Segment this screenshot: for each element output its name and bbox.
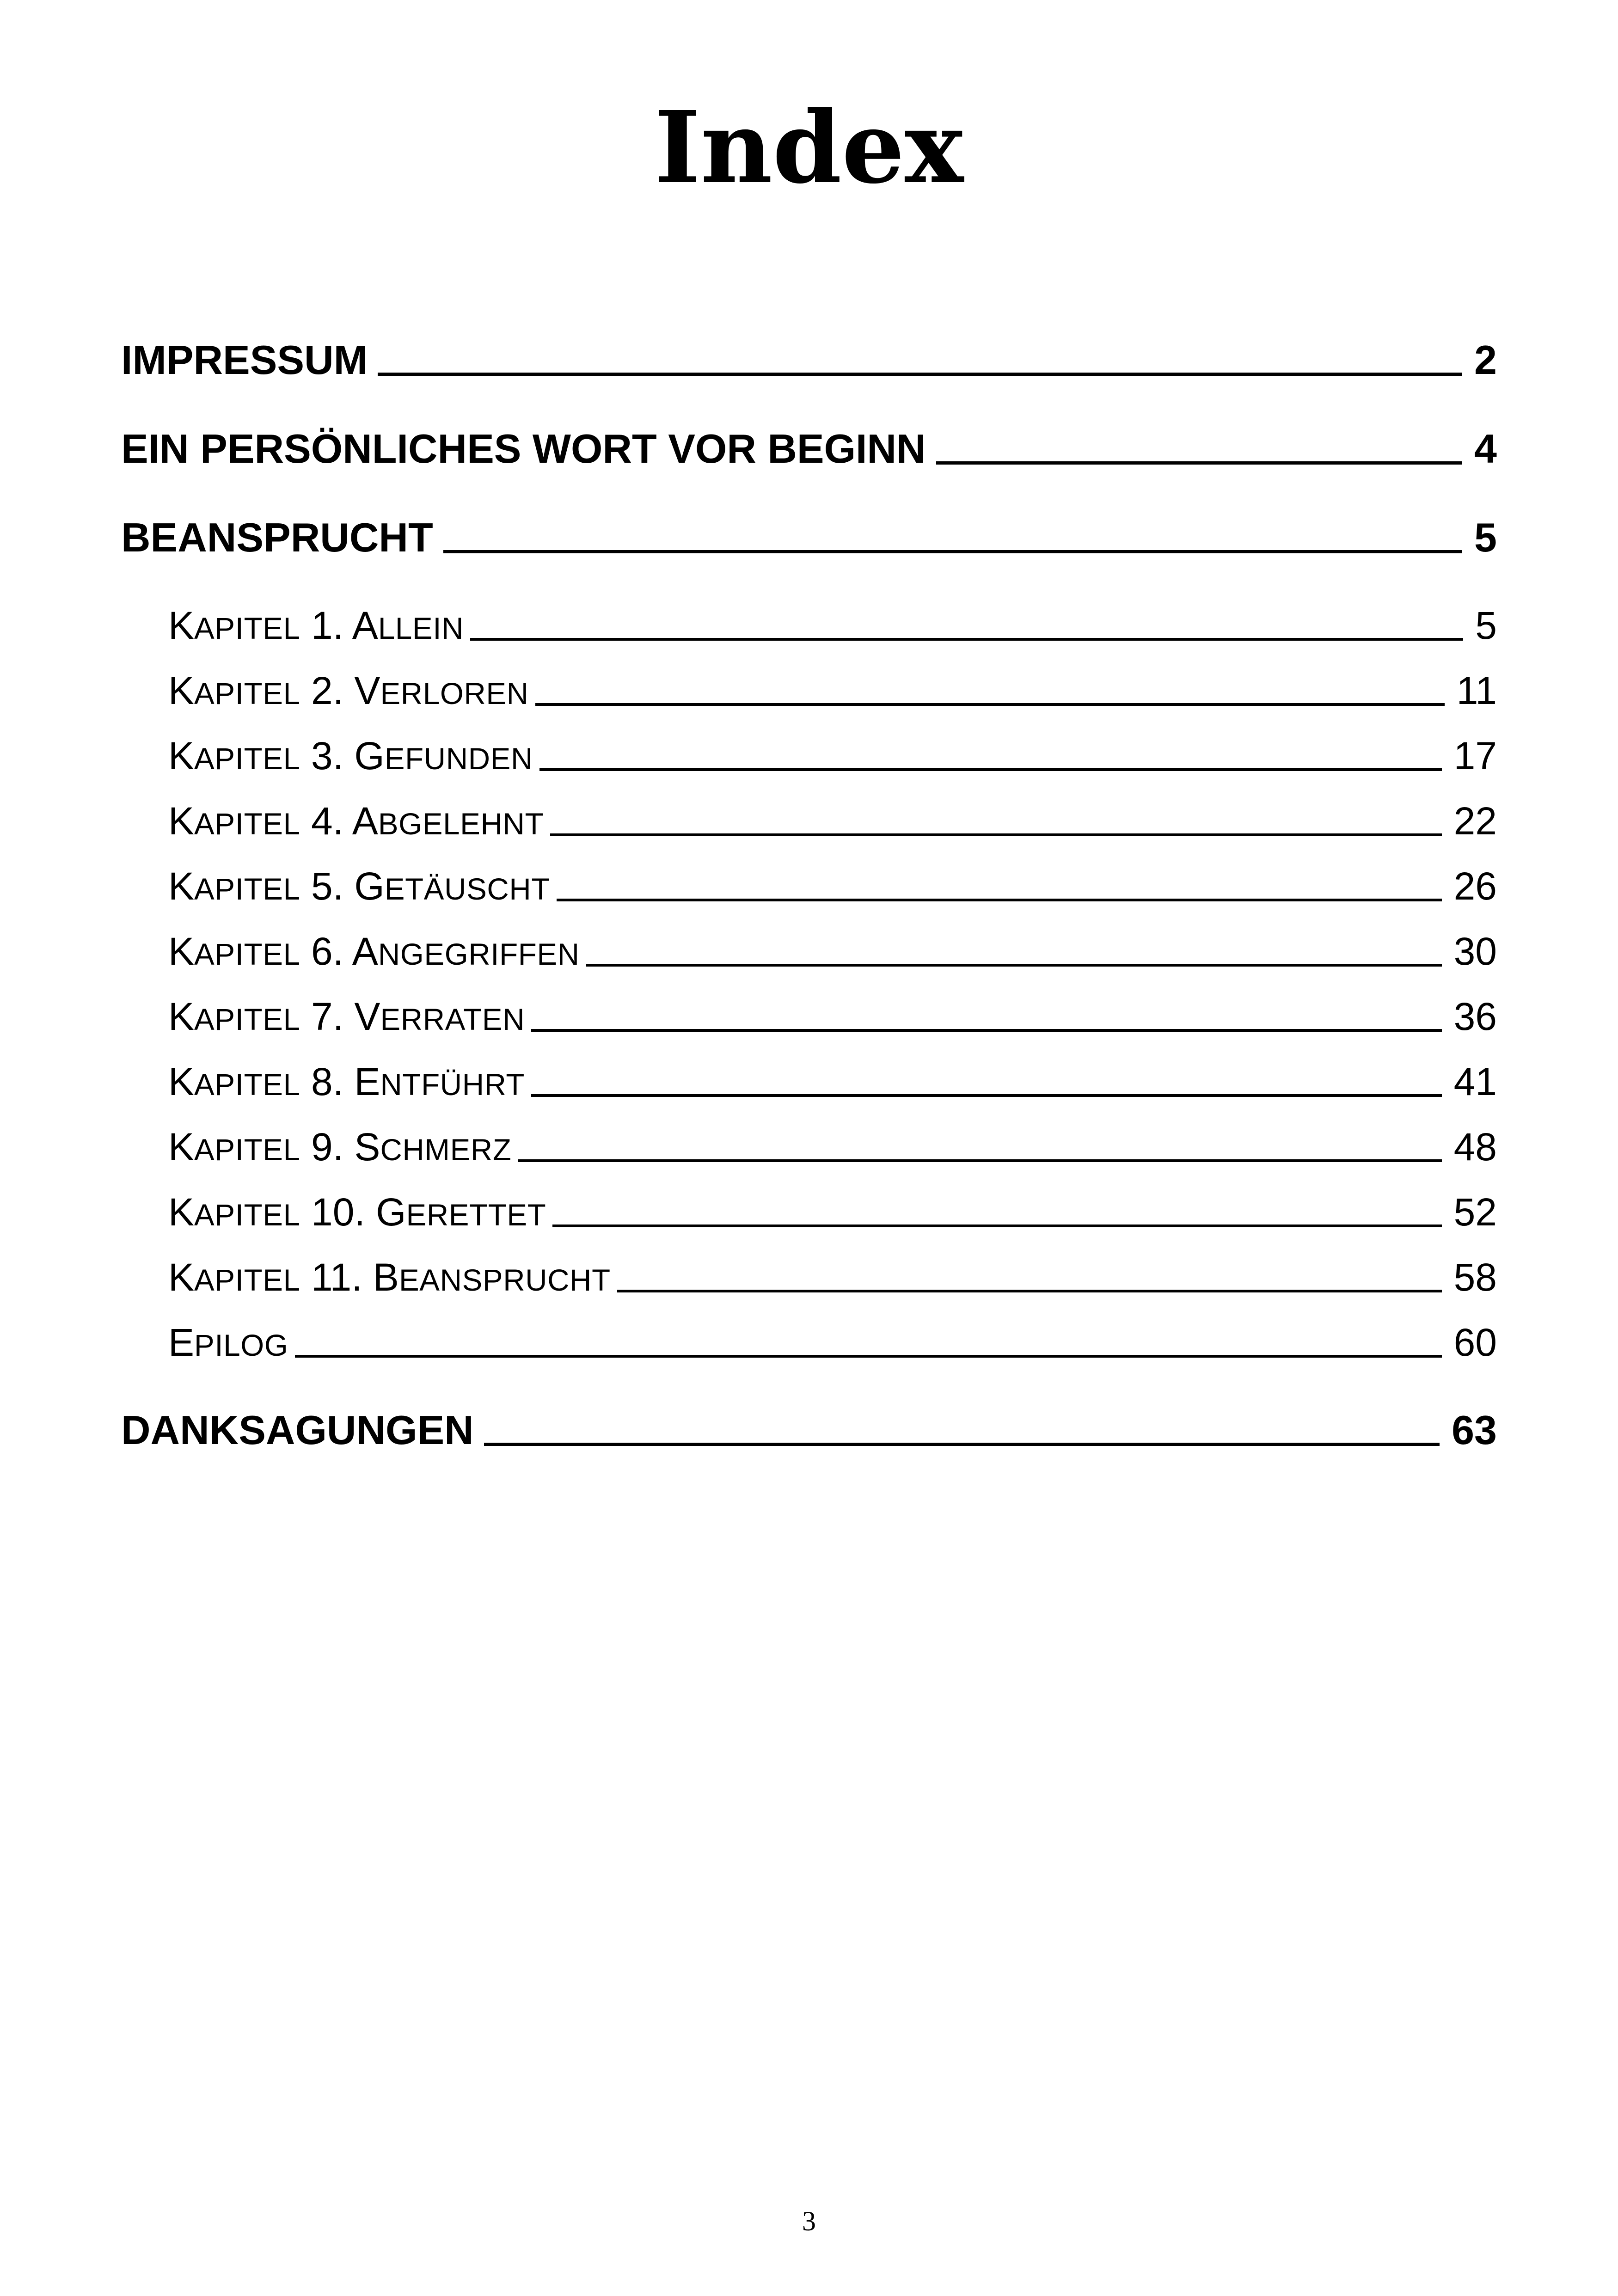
toc-leader-line xyxy=(550,833,1441,836)
toc-leader-line xyxy=(295,1355,1442,1358)
toc-entry-page: 22 xyxy=(1453,799,1497,843)
toc-entry-title: KAPITEL 1. ALLEIN xyxy=(168,604,464,647)
toc-entry xyxy=(121,337,1497,383)
toc-entry-title: EPILOG xyxy=(168,1321,288,1364)
toc-entry-title: KAPITEL 7. VERRATEN xyxy=(168,995,525,1038)
toc-leader-line xyxy=(557,899,1442,901)
toc-entry-title: IMPRESSUM xyxy=(121,337,368,383)
toc-entry-page: 5 xyxy=(1474,514,1497,560)
toc-entry-page: 52 xyxy=(1453,1190,1497,1234)
toc-subentry xyxy=(168,1062,1497,1101)
toc-entry-title: KAPITEL 10. GERETTET xyxy=(168,1190,546,1234)
toc-leader-line xyxy=(535,703,1445,706)
toc-leader-line xyxy=(443,550,1462,553)
toc-entry-page: 17 xyxy=(1453,734,1497,778)
toc-entry-title: KAPITEL 9. SCHMERZ xyxy=(168,1125,512,1169)
toc-entry-title: KAPITEL 6. ANGEGRIFFEN xyxy=(168,930,580,973)
toc-leader-line xyxy=(531,1029,1441,1032)
toc-leader-line xyxy=(936,461,1462,465)
toc-entry-title: KAPITEL 4. ABGELEHNT xyxy=(168,799,544,843)
toc-subentry xyxy=(168,932,1497,971)
toc-entry-page: 26 xyxy=(1453,864,1497,908)
toc-entry-title: BEANSPRUCHT xyxy=(121,514,433,560)
toc-leader-line xyxy=(378,373,1462,376)
toc-leader-line xyxy=(539,768,1442,771)
toc-entry-title: KAPITEL 5. GETÄUSCHT xyxy=(168,864,550,908)
toc-entry-title: KAPITEL 2. VERLOREN xyxy=(168,669,529,712)
toc-entry-page: 58 xyxy=(1453,1255,1497,1299)
toc-subentry xyxy=(168,606,1497,645)
toc-subentry xyxy=(168,671,1497,710)
toc-entry-page: 4 xyxy=(1474,426,1497,471)
toc-leader-line xyxy=(470,638,1463,641)
page-number: 3 xyxy=(802,2206,816,2236)
toc-leader-line xyxy=(552,1225,1441,1227)
toc-entry-title: KAPITEL 11. BEANSPRUCHT xyxy=(168,1255,611,1299)
toc-subentry xyxy=(168,1190,1497,1234)
toc-leader-line xyxy=(586,964,1442,967)
toc-entry-title: DANKSAGUNGEN xyxy=(121,1407,474,1453)
toc-entry-page: 41 xyxy=(1453,1060,1497,1103)
toc-leader-line xyxy=(484,1443,1440,1446)
toc-entry-page: 5 xyxy=(1475,604,1497,647)
page-title: Index xyxy=(654,90,964,206)
toc-entry xyxy=(121,514,1497,560)
toc-leader-line xyxy=(518,1159,1442,1162)
toc-subentry xyxy=(168,1125,1497,1169)
toc-subentry xyxy=(168,997,1497,1036)
toc-subentry xyxy=(168,1255,1497,1299)
toc-entry xyxy=(121,426,1497,471)
toc-subentry xyxy=(168,734,1497,778)
toc-entry-title: KAPITEL 8. ENTFÜHRT xyxy=(168,1060,525,1103)
toc-entry-page: 63 xyxy=(1452,1407,1497,1453)
toc-entry xyxy=(121,1407,1497,1453)
toc-leader-line xyxy=(617,1290,1442,1292)
toc-entry-page: 60 xyxy=(1453,1321,1497,1364)
toc-entry-title: KAPITEL 3. GEFUNDEN xyxy=(168,734,533,778)
toc-entry-page: 48 xyxy=(1453,1125,1497,1169)
toc-entry-page: 30 xyxy=(1453,930,1497,973)
toc-entry-page: 36 xyxy=(1453,995,1497,1038)
toc-subentry xyxy=(168,1323,1497,1362)
toc-subentry xyxy=(168,799,1497,843)
toc-subentry xyxy=(168,864,1497,908)
toc-entry-page: 11 xyxy=(1456,669,1497,712)
toc-entry-page: 2 xyxy=(1474,337,1497,383)
toc-leader-line xyxy=(531,1094,1441,1097)
toc-entry-title: EIN PERSÖNLICHES WORT VOR BEGINN xyxy=(121,426,926,471)
